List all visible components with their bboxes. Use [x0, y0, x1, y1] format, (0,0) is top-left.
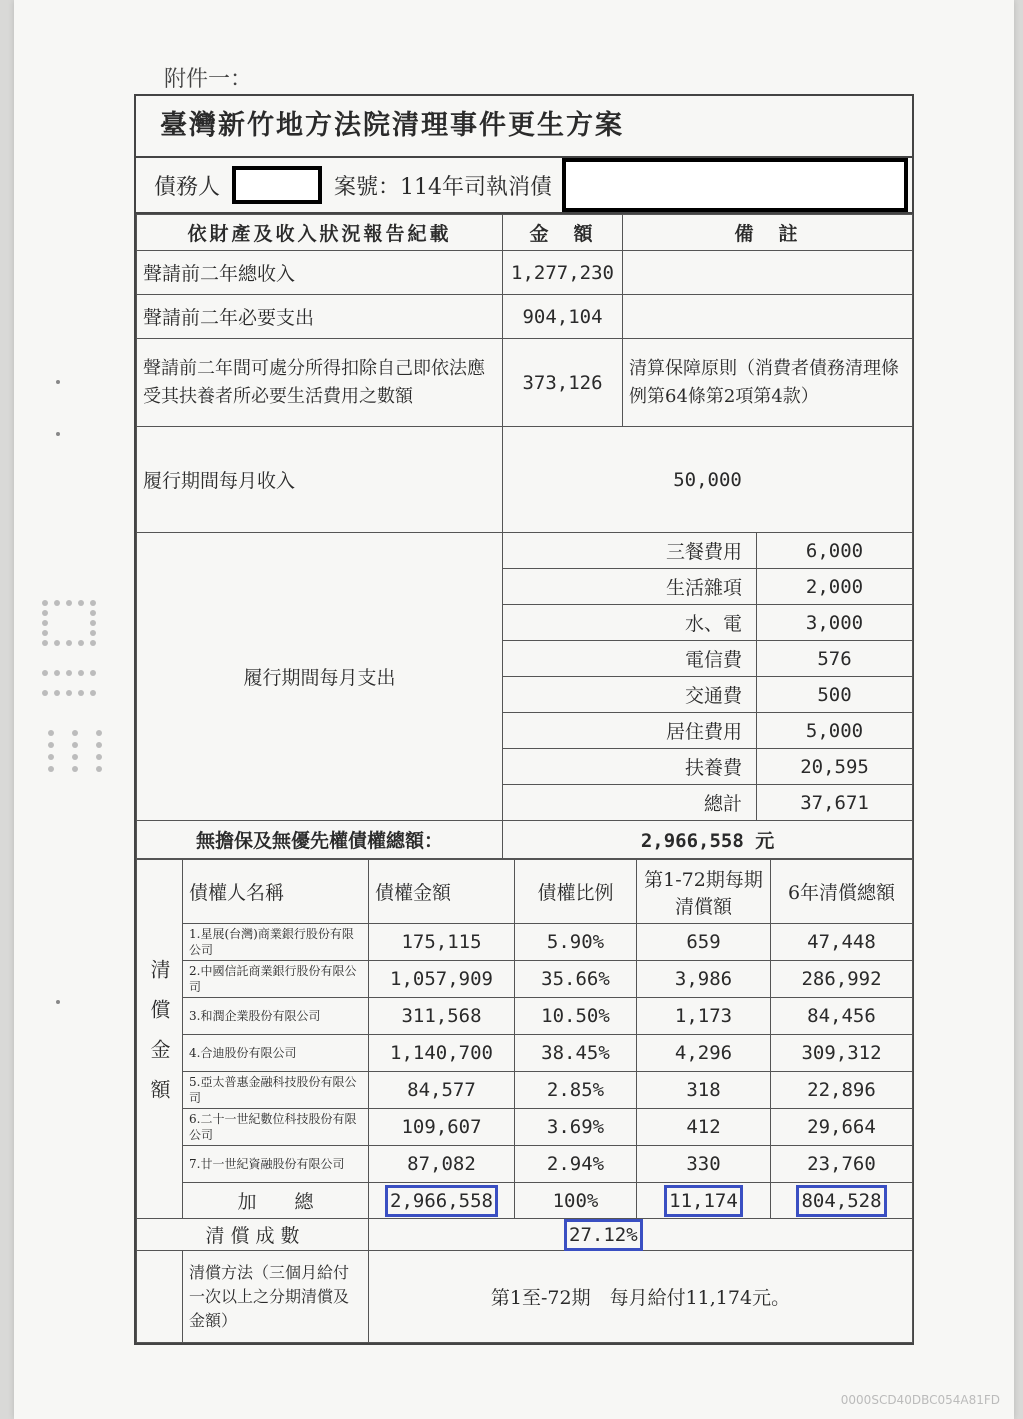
expense-value: 2,000: [757, 569, 913, 605]
sum-per-period: 11,174: [669, 1189, 738, 1212]
creditor-amount: 311,568: [369, 998, 515, 1035]
debtor-name-redaction: [232, 166, 322, 204]
perforation-dot: [48, 766, 54, 772]
creditor-name: 7.廿一世紀資融股份有限公司: [183, 1146, 369, 1183]
creditor-ratio: 35.66%: [515, 961, 637, 998]
creditor-amount: 84,577: [369, 1072, 515, 1109]
perforation-dot: [48, 742, 54, 748]
income-expense-table: [136, 214, 913, 859]
sum-ratio: 100%: [515, 1183, 637, 1219]
perforation-dot: [78, 600, 84, 606]
perforation-dot: [54, 690, 60, 696]
creditor-amount: 1,140,700: [369, 1035, 515, 1072]
row-note: [623, 295, 913, 339]
repayment-rate-value: 27.12%: [569, 1223, 638, 1246]
creditor-total: 47,448: [771, 924, 913, 961]
header-claim-ratio: 債權比例: [515, 860, 637, 924]
paper-mark: [56, 432, 60, 436]
expense-value: 6,000: [757, 533, 913, 569]
perforation-dot: [72, 766, 78, 772]
perforation-dot: [42, 610, 48, 616]
row-note: 清算保障原則（消費者債務清理條例第64條第2項第4款）: [623, 339, 913, 427]
monthly-income-label: 履行期間每月收入: [137, 427, 503, 533]
perforation-dot: [42, 640, 48, 646]
creditor-ratio: 3.69%: [515, 1109, 637, 1146]
rehabilitation-plan-form: [134, 94, 914, 1345]
creditor-total: 23,760: [771, 1146, 913, 1183]
creditor-amount: 109,607: [369, 1109, 515, 1146]
perforation-dot: [66, 690, 72, 696]
party-row: [136, 158, 912, 214]
row-amount: 373,126: [503, 339, 623, 427]
header-six-year-total: 6年清償總額: [771, 860, 913, 924]
perforation-dot: [72, 730, 78, 736]
creditor-per-period: 659: [637, 924, 771, 961]
expense-label: 居住費用: [503, 713, 757, 749]
creditor-per-period: 1,173: [637, 998, 771, 1035]
perforation-dot: [78, 670, 84, 676]
row-note: [623, 251, 913, 295]
creditor-ratio: 2.94%: [515, 1146, 637, 1183]
creditor-per-period: 3,986: [637, 961, 771, 998]
document-title: 臺灣新竹地方法院清理事件更生方案: [136, 96, 912, 158]
header-amount: 金 額: [503, 215, 623, 251]
creditor-name: 5.亞太普惠金融科技股份有限公司: [183, 1072, 369, 1109]
perforation-dot: [90, 670, 96, 676]
repayment-method-value: 第1至-72期 每月給付11,174元。: [369, 1251, 913, 1343]
creditor-ratio: 5.90%: [515, 924, 637, 961]
expense-label: 生活雜項: [503, 569, 757, 605]
expense-value: 3,000: [757, 605, 913, 641]
perforation-dot: [90, 630, 96, 636]
repayment-side-label: 清償金額: [137, 860, 183, 1219]
perforation-dot: [54, 640, 60, 646]
perforation-dot: [48, 754, 54, 760]
perforation-dot: [90, 600, 96, 606]
perforation-dot: [42, 690, 48, 696]
creditor-name: 1.星展(台灣)商業銀行股份有限公司: [183, 924, 369, 961]
perforation-dot: [54, 600, 60, 606]
creditor-total: 22,896: [771, 1072, 913, 1109]
row-label: 聲請前二年必要支出: [137, 295, 503, 339]
expense-label: 交通費: [503, 677, 757, 713]
perforation-dot: [42, 620, 48, 626]
creditor-per-period: 412: [637, 1109, 771, 1146]
perforation-dot: [42, 630, 48, 636]
perforation-dot: [48, 730, 54, 736]
creditor-name: 4.合迪股份有限公司: [183, 1035, 369, 1072]
perforation-dot: [66, 600, 72, 606]
monthly-expense-label: 履行期間每月支出: [137, 533, 503, 821]
debtor-label: 債務人: [154, 174, 221, 200]
perforation-dot: [78, 640, 84, 646]
perforation-dot: [78, 690, 84, 696]
expense-value: 576: [757, 641, 913, 677]
creditor-amount: 175,115: [369, 924, 515, 961]
sum-label: 加 總: [183, 1183, 369, 1219]
creditor-amount: 87,082: [369, 1146, 515, 1183]
perforation-dot: [72, 754, 78, 760]
header-claim-amount: 債權金額: [369, 860, 515, 924]
perforation-dot: [72, 742, 78, 748]
row-amount: 904,104: [503, 295, 623, 339]
creditor-total: 84,456: [771, 998, 913, 1035]
creditor-per-period: 318: [637, 1072, 771, 1109]
creditor-total: 286,992: [771, 961, 913, 998]
sum-total: 804,528: [801, 1189, 882, 1212]
row-label: 聲請前二年總收入: [137, 251, 503, 295]
perforation-dot: [96, 742, 102, 748]
creditor-ratio: 2.85%: [515, 1072, 637, 1109]
expense-value: 500: [757, 677, 913, 713]
expense-value: 5,000: [757, 713, 913, 749]
paper-mark: [56, 380, 60, 384]
perforation-dot: [90, 610, 96, 616]
perforation-dot: [96, 766, 102, 772]
repayment-table: [136, 859, 913, 1343]
expense-total-label: 總計: [503, 785, 757, 821]
expense-label: 扶養費: [503, 749, 757, 785]
expense-total-value: 37,671: [757, 785, 913, 821]
perforation-dot: [90, 640, 96, 646]
perforation-dot: [96, 754, 102, 760]
perforation-dot: [66, 670, 72, 676]
perforation-dot: [42, 600, 48, 606]
row-label: 聲請前二年間可處分所得扣除自己即依法應受其扶養者所必要生活費用之數額: [137, 339, 503, 427]
expense-value: 20,595: [757, 749, 913, 785]
expense-label: 電信費: [503, 641, 757, 677]
monthly-income-value: 50,000: [503, 427, 913, 533]
header-creditor: 債權人名稱: [183, 860, 369, 924]
creditor-name: 3.和潤企業股份有限公司: [183, 998, 369, 1035]
total-claims-value: 2,966,558 元: [503, 821, 913, 859]
perforation-dot: [42, 670, 48, 676]
repayment-rate-label: 清 償 成 數: [137, 1219, 369, 1251]
creditor-ratio: 10.50%: [515, 998, 637, 1035]
perforation-dot: [96, 730, 102, 736]
creditor-ratio: 38.45%: [515, 1035, 637, 1072]
total-claims-label: 無擔保及無優先權債權總額：: [137, 821, 503, 859]
expense-label: 三餐費用: [503, 533, 757, 569]
expense-label: 水、電: [503, 605, 757, 641]
header-per-period: 第1-72期每期清償額: [637, 860, 771, 924]
perforation-dot: [90, 620, 96, 626]
document-code: 0000SCD40DBC054A81FD: [840, 1393, 1000, 1407]
case-number-redaction: [562, 158, 908, 212]
creditor-per-period: 330: [637, 1146, 771, 1183]
repayment-method-label: 清償方法（三個月給付一次以上之分期清償及金額）: [183, 1251, 369, 1343]
creditor-total: 309,312: [771, 1035, 913, 1072]
paper-mark: [56, 1000, 60, 1004]
creditor-amount: 1,057,909: [369, 961, 515, 998]
perforation-dot: [54, 670, 60, 676]
case-number-label: 案號：114年司執消債: [334, 174, 553, 200]
document-page: [14, 0, 1014, 1419]
creditor-total: 29,664: [771, 1109, 913, 1146]
perforation-dot: [66, 640, 72, 646]
attachment-label: 附件一：: [164, 67, 253, 92]
sum-amount: 2,966,558: [390, 1189, 493, 1212]
creditor-name: 6.二十一世紀數位科技股份有限公司: [183, 1109, 369, 1146]
row-amount: 1,277,230: [503, 251, 623, 295]
perforation-dot: [90, 690, 96, 696]
header-item: 依財產及收入狀況報告紀載: [137, 215, 503, 251]
header-note: 備 註: [623, 215, 913, 251]
creditor-name: 2.中國信託商業銀行股份有限公司: [183, 961, 369, 998]
creditor-per-period: 4,296: [637, 1035, 771, 1072]
